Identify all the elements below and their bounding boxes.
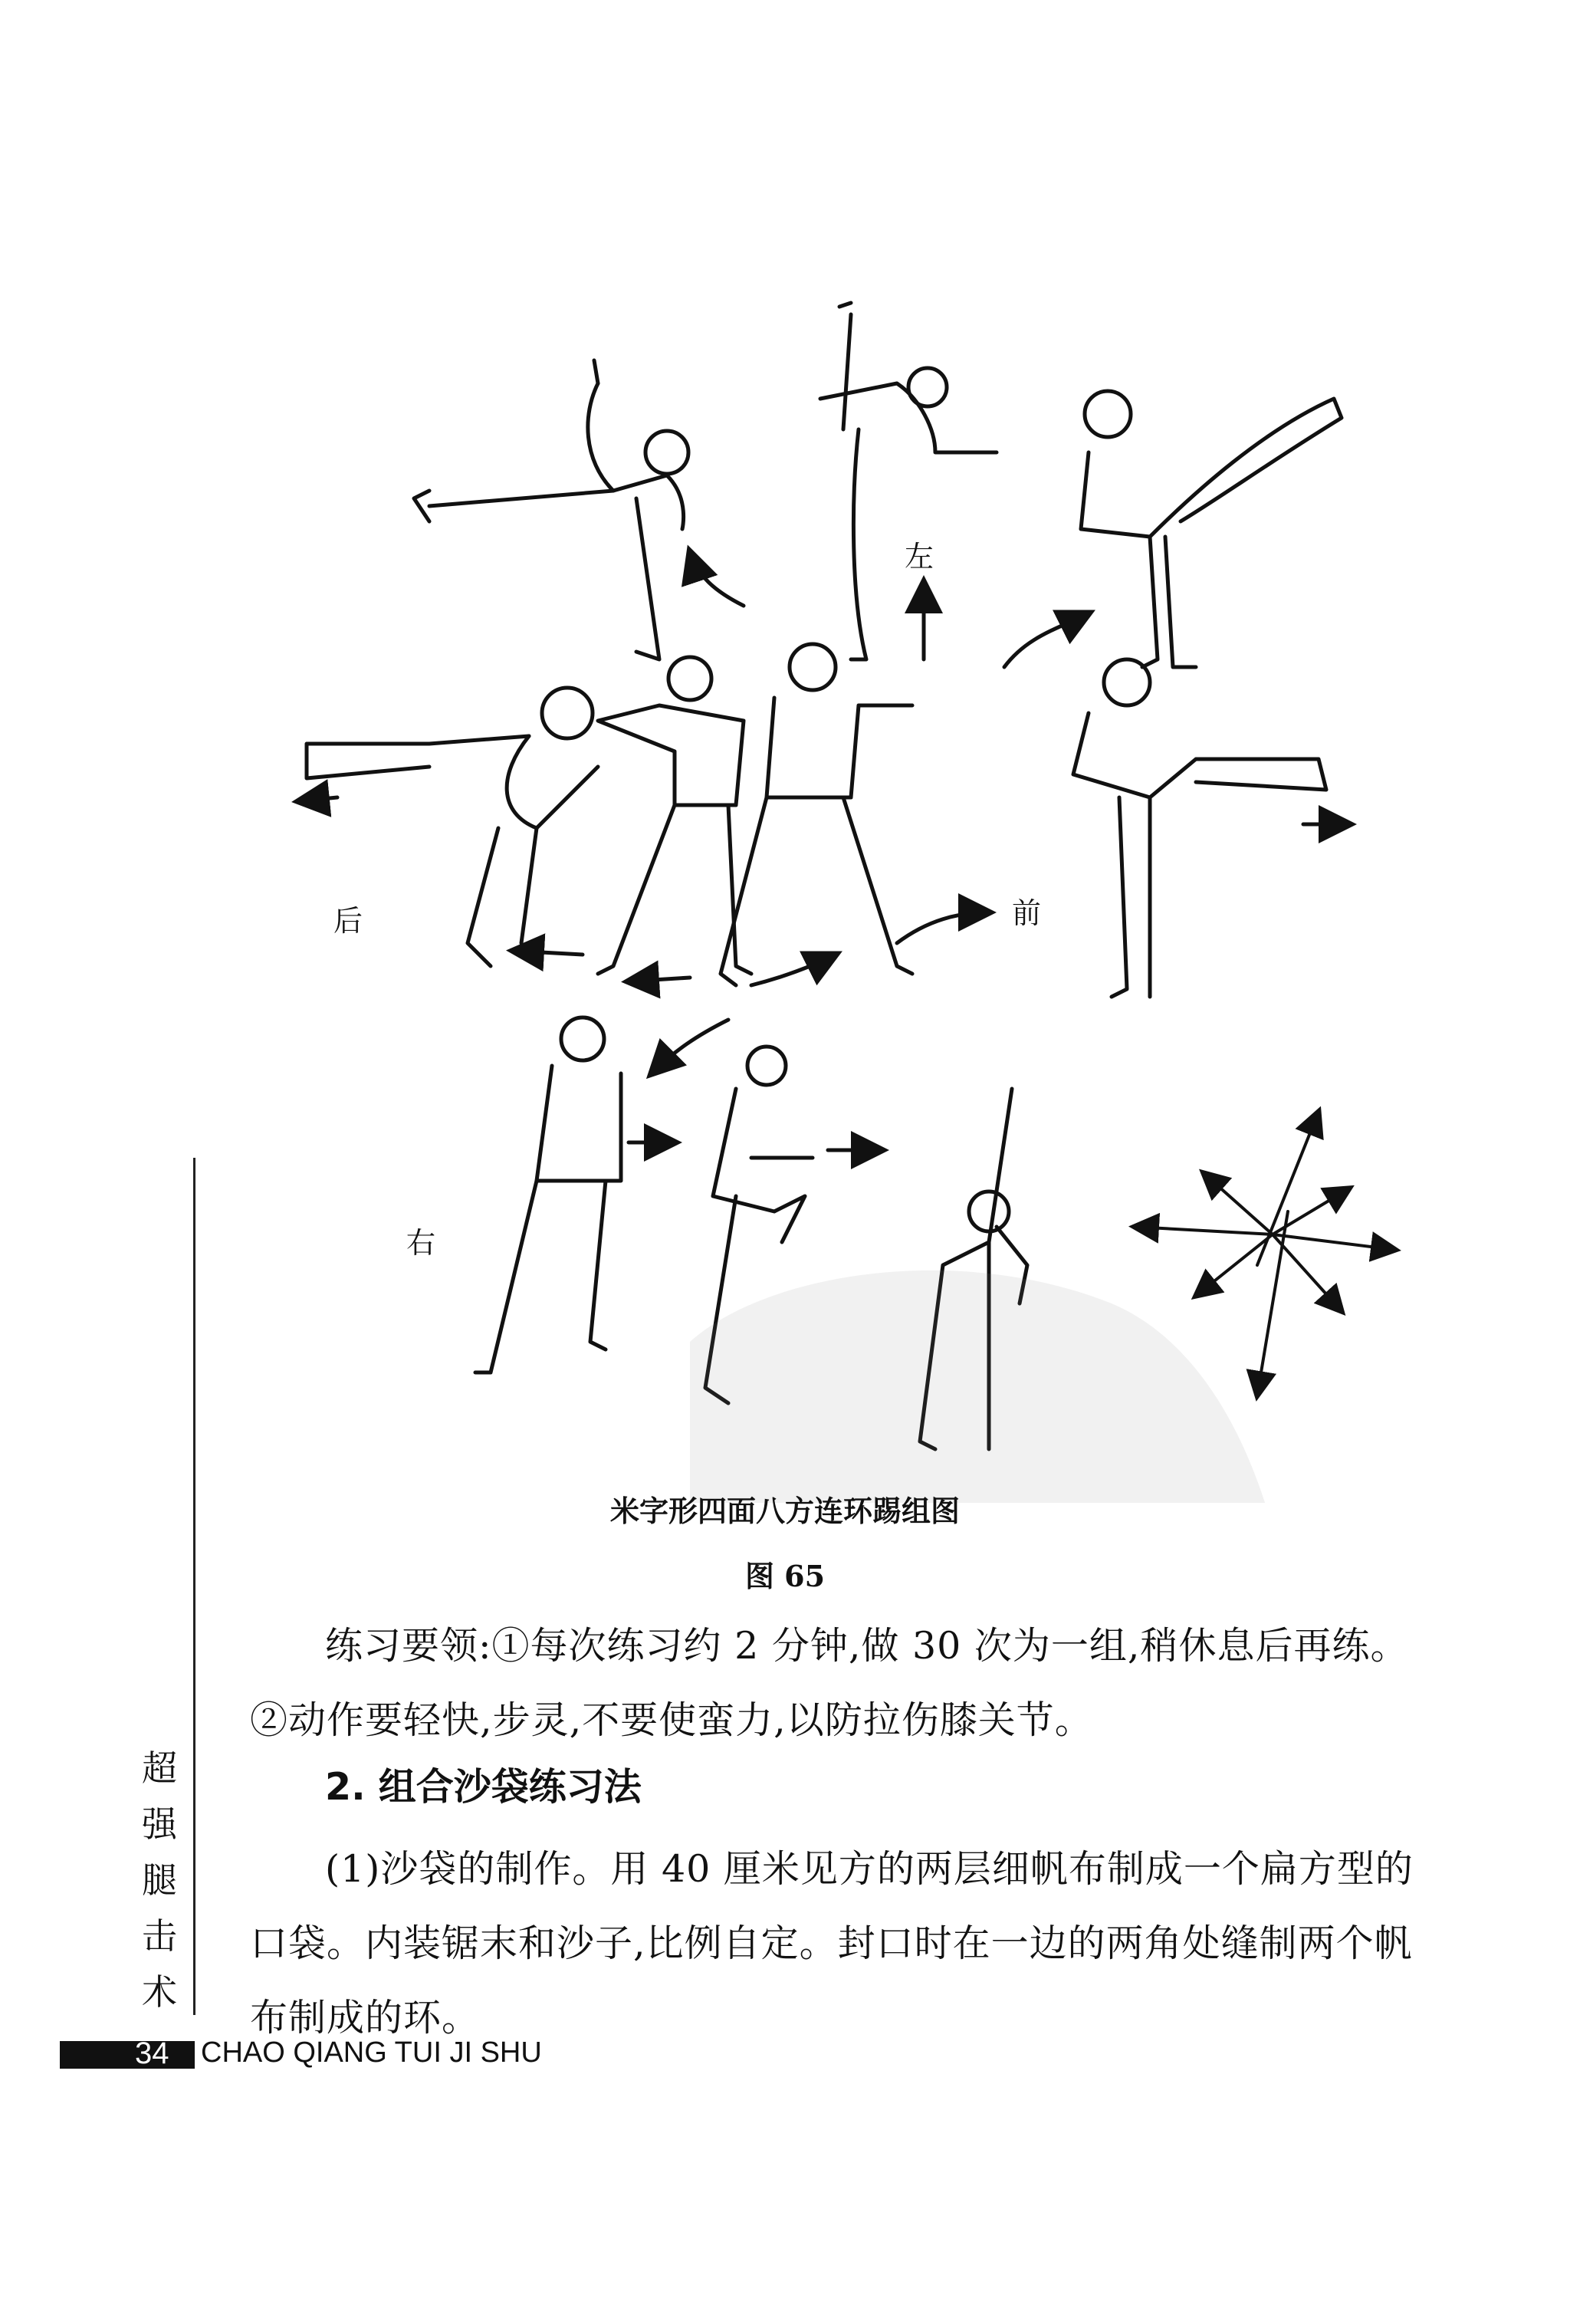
footer-bar [60,2041,195,2069]
figure-middle-guard-1 [598,657,751,974]
direction-label-front: 前 [1012,896,1042,930]
figure-top-left [414,360,688,659]
figure-number: 图 65 [744,1559,826,1593]
sidebar-divider [193,1158,195,2015]
paragraph-practice-tips: 练习要领:①每次练习约 2 分钟,做 30 次为一组,稍休息后再练。②动作要轻快,步灵,不要使蛮力,以防拉伤膝关节。 [250,1624,1409,1742]
paragraph-sandbag-making: (1)沙袋的制作。用 40 厘米见方的两层细帆布制成一个扁方型的口袋。内装锯末和沙子,比例自定。封口时在一边的两角处缝制两个帆布制成的环。 [250,1847,1414,2040]
figure-top-right [1081,391,1342,667]
figure-middle-guard-2 [721,644,912,985]
sidebar-book-title: 超强腿击术 [142,1747,177,2013]
figure-bottom-left [475,1017,621,1372]
section-heading: 2. 组合沙袋练习法 [325,1765,642,1809]
figure-top-center [820,303,997,659]
direction-label-right: 右 [406,1226,436,1260]
figure-caption: 米字形四面八方连环踢组图 [609,1494,960,1528]
direction-label-back: 后 [333,904,363,938]
movement-arrows [299,552,1349,1150]
direction-label-left: 左 [905,540,934,574]
seal-watermark [690,1270,1300,1503]
running-title: CHAO QIANG TUI JI SHU [201,2036,542,2069]
figure-middle-right [1073,659,1326,997]
page-number: 34 [135,2036,169,2070]
